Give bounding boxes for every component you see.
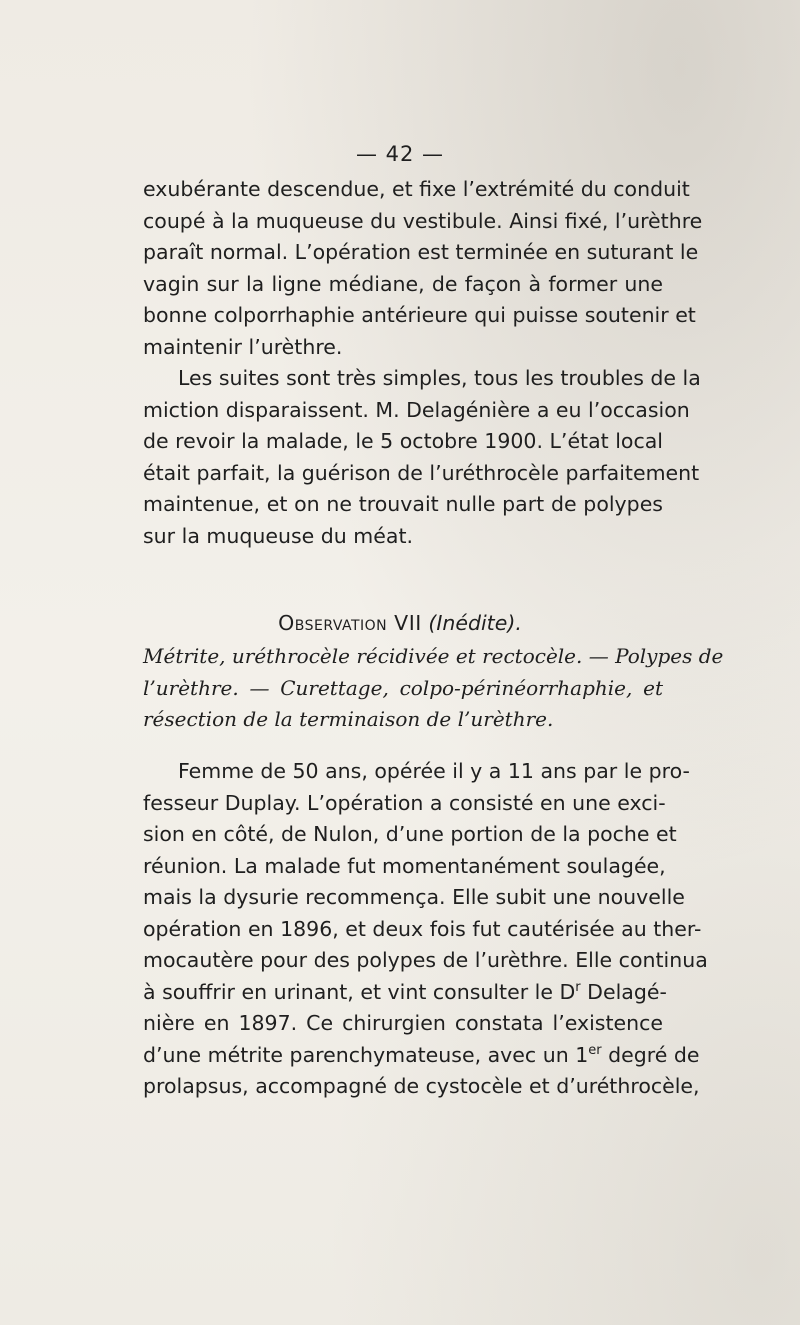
text-line: bonne colporrhaphie antérieure qui puisse soutenir et xyxy=(143,303,696,327)
text-line: nière en 1897. Ce chirurgien constata l’existence xyxy=(143,1011,663,1035)
text-line: vagin sur la ligne médiane, de façon à former une xyxy=(143,271,663,296)
text-line: miction disparaissent. M. Delagénière a eu l’occasion xyxy=(143,397,690,422)
subtitle-line: résection de la terminaison de l’urèthre. xyxy=(143,707,554,731)
observation-label: Observation VII xyxy=(278,611,422,635)
superscript: r xyxy=(575,979,581,995)
text-line: fesseur Duplay. L’opération a consisté en une exci- xyxy=(143,790,666,815)
observation-subtitle xyxy=(143,641,724,736)
text-fragment: d’une métrite parenchymateuse, avec un 1 xyxy=(143,1042,589,1067)
text-line: mais la dysurie recommença. Elle subit une nouvelle xyxy=(143,885,685,909)
page-number: — 42 — xyxy=(355,142,445,166)
doctor-abbreviation: D xyxy=(559,979,576,1004)
text-line: était parfait, la guérison de l’uréthrocèle parfaitement xyxy=(143,460,700,485)
text-line: maintenir l’urèthre. xyxy=(143,334,343,359)
text-line: paraît normal. L’opération est terminée en suturant le xyxy=(143,240,699,264)
text-line xyxy=(143,1040,700,1072)
text-line: coupé à la muqueuse du vestibule. Ainsi fixé, l’urèthre xyxy=(143,208,703,233)
text-line: Femme de 50 ans, opérée il y a 11 ans par le pro- xyxy=(178,759,690,783)
text-fragment: degré de xyxy=(601,1042,700,1067)
text-fragment: à souffrir en urinant, et vint consulter le xyxy=(143,979,553,1004)
text-line: exubérante descendue, et fixe l’extrémité du conduit xyxy=(143,177,690,201)
text-line: opération en 1896, et deux fois fut cautérisée au ther- xyxy=(143,916,702,941)
text-fragment: Delagé- xyxy=(580,979,667,1004)
subtitle-line: l’urèthre. — Curettage, colpo-périnéorrhaphie, et xyxy=(143,675,663,700)
text-line: sur la muqueuse du méat. xyxy=(143,523,413,548)
paragraph-1 xyxy=(143,174,703,363)
paragraph-3 xyxy=(143,756,708,1103)
text-line xyxy=(143,977,667,1009)
text-line: mocautère pour des polypes de l’urèthre. Elle continua xyxy=(143,948,708,972)
observation-heading xyxy=(0,611,800,635)
superscript: er xyxy=(588,1042,602,1058)
subtitle-line: Métrite, uréthrocèle récidivée et rectocèle. — Polypes de xyxy=(143,644,724,668)
text-line: maintenue, et on ne trouvait nulle part de polypes xyxy=(143,492,663,516)
observation-note: (Inédite). xyxy=(428,611,522,635)
text-line: Les suites sont très simples, tous les troubles de la xyxy=(178,366,701,390)
text-line: de revoir la malade, le 5 octobre 1900. L’état local xyxy=(143,429,663,453)
paragraph-2 xyxy=(143,363,701,552)
text-line: sion en côté, de Nulon, d’une portion de la poche et xyxy=(143,822,677,846)
text-line: prolapsus, accompagné de cystocèle et d’uréthrocèle, xyxy=(143,1074,700,1098)
text-line: réunion. La malade fut momentanément soulagée, xyxy=(143,853,666,878)
